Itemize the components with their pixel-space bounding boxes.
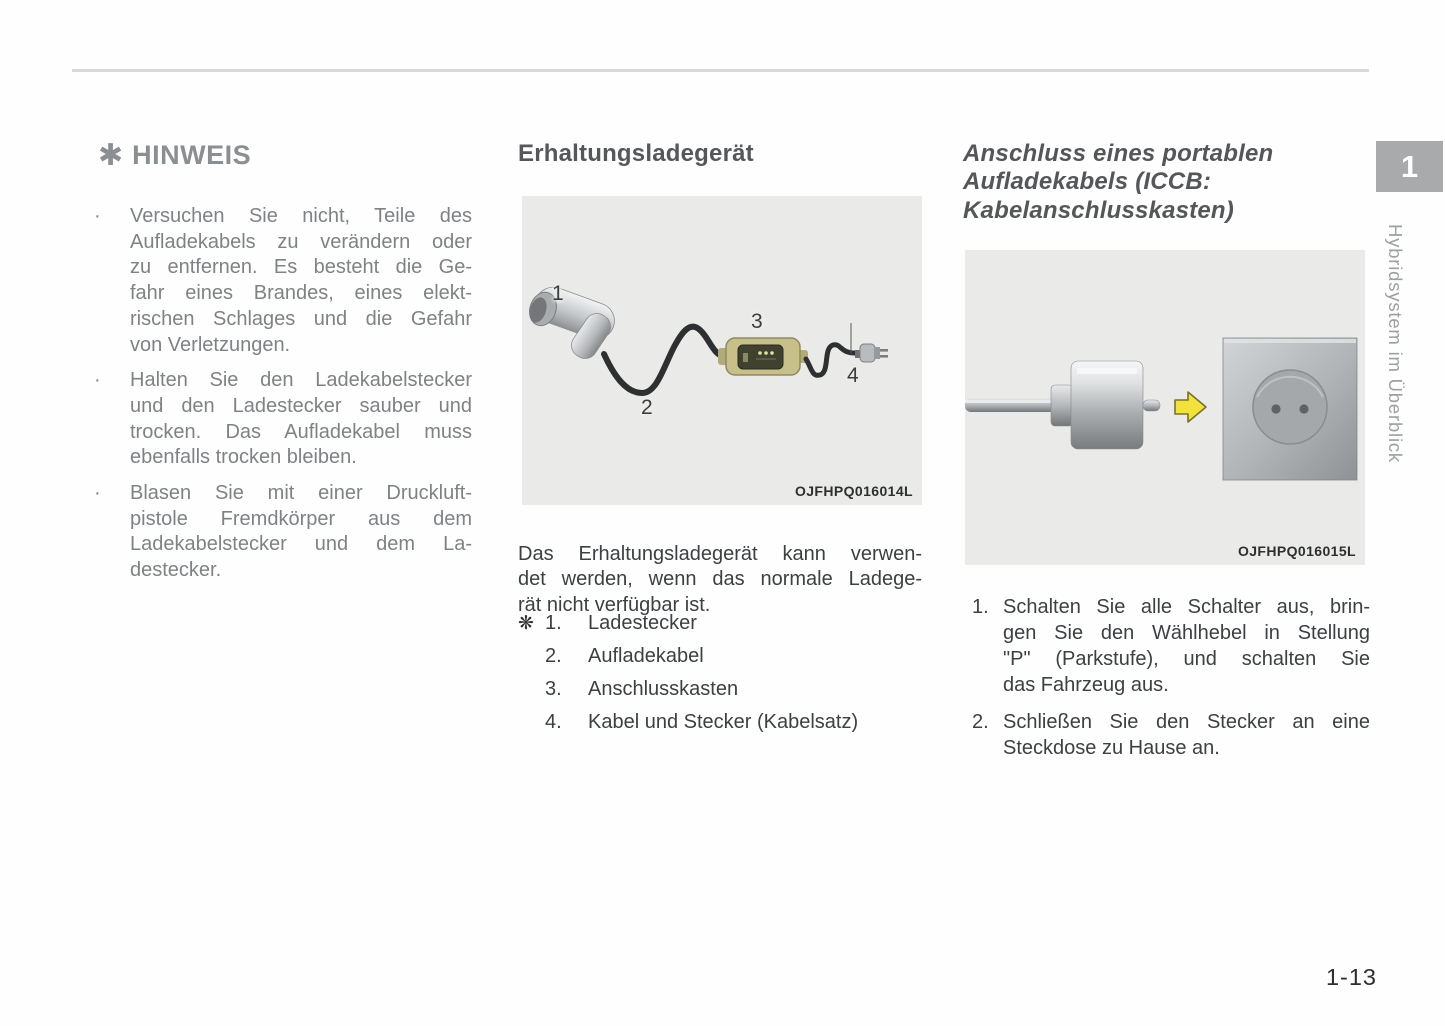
plug-socket-figure	[965, 250, 1365, 565]
list-item-label: Anschlusskasten	[588, 678, 739, 700]
charging-cable-figure	[522, 196, 922, 505]
top-rule	[72, 69, 1369, 72]
notice-section	[90, 138, 472, 582]
bullet-text: Halten Sie den Ladekabelstecker und den Ladestecker sauber und trocken. Das Aufladekabel muss ebenfalls trocken bleiben.	[130, 369, 472, 469]
section-heading: Erhaltungsladegerät	[518, 140, 754, 167]
chapter-side-label: Hybridsystem im Überblick	[1385, 224, 1406, 463]
notice-title: HINWEIS	[132, 140, 252, 170]
figure-label-3: 3	[751, 310, 763, 333]
asterisk-icon: ✱	[98, 138, 124, 172]
wall-socket	[1223, 338, 1357, 480]
page-number: 1-13	[1325, 964, 1377, 990]
list-item-number: 4.	[545, 711, 562, 733]
list-item	[518, 678, 922, 698]
bullet-icon: ·	[94, 482, 101, 505]
parts-list	[518, 612, 922, 744]
list-item-label: Ladestecker	[588, 612, 697, 634]
list-item-label: Kabel und Stecker (Kabelsatz)	[588, 711, 859, 733]
list-item-number: 1.	[545, 612, 562, 634]
list-item	[518, 645, 922, 665]
figure-label-4: 4	[847, 364, 859, 387]
step-number: 2.	[972, 711, 989, 733]
list-item	[90, 204, 472, 358]
bullet-icon: ·	[94, 205, 101, 227]
step-text: Schließen Sie den Stecker an eine Steckdose zu Hause an.	[1003, 711, 1370, 759]
list-item	[90, 368, 472, 471]
step-text: Schalten Sie alle Schalter aus, brin- gen Sie den Wählhebel in Stellung "P" (Parkstufe), und schalten Sie das Fahrzeug aus.	[1003, 596, 1370, 696]
figure-caption: OJFHPQ016014L	[794, 483, 913, 499]
list-item	[972, 594, 1370, 698]
steps-list	[972, 594, 1370, 772]
figure-caption: OJFHPQ016015L	[1237, 543, 1356, 559]
figure-label-1: 1	[552, 282, 564, 305]
iccb-control-box	[718, 338, 808, 375]
section-heading: Anschluss eines portablen Aufladekabels (ICCB: Kabelanschlusskasten)	[963, 140, 1274, 224]
chapter-tab: 1	[1376, 141, 1443, 192]
snowflake-asterisk-icon: ❋	[518, 613, 534, 634]
maintenance-charger-section	[518, 140, 922, 733]
charging-cable-illustration	[522, 196, 922, 505]
bullet-text: Versuchen Sie nicht, Teile des Aufladekabels zu verändern oder zu entfernen. Es besteht die Ge- fahr eines Brandes, eines elekt- rischen Schlages und die Gefahr von Verletzungen.	[130, 205, 472, 356]
list-item	[972, 709, 1370, 761]
notice-header	[98, 140, 472, 171]
step-number: 1.	[972, 596, 989, 618]
notice-bullet-list	[90, 204, 472, 594]
list-item-number: 2.	[545, 645, 562, 667]
list-item-label: Aufladekabel	[588, 645, 704, 667]
iccb-connection-section	[963, 140, 1370, 759]
list-item	[518, 711, 922, 731]
list-item	[90, 481, 472, 584]
bullet-icon: ·	[94, 369, 101, 392]
figure-label-2: 2	[641, 396, 653, 419]
list-item	[518, 612, 922, 632]
bullet-text: Blasen Sie mit einer Druckluft- pistole Fremdkörper aus dem Ladekabelstecker und dem La- destecker.	[130, 482, 472, 582]
list-item-number: 3.	[545, 678, 562, 700]
plug-socket-illustration	[965, 250, 1365, 565]
section-paragraph: Das Erhaltungsladegerät kann verwen- det werden, wenn das normale Ladege- rät nicht verfügbar ist.	[518, 543, 922, 616]
